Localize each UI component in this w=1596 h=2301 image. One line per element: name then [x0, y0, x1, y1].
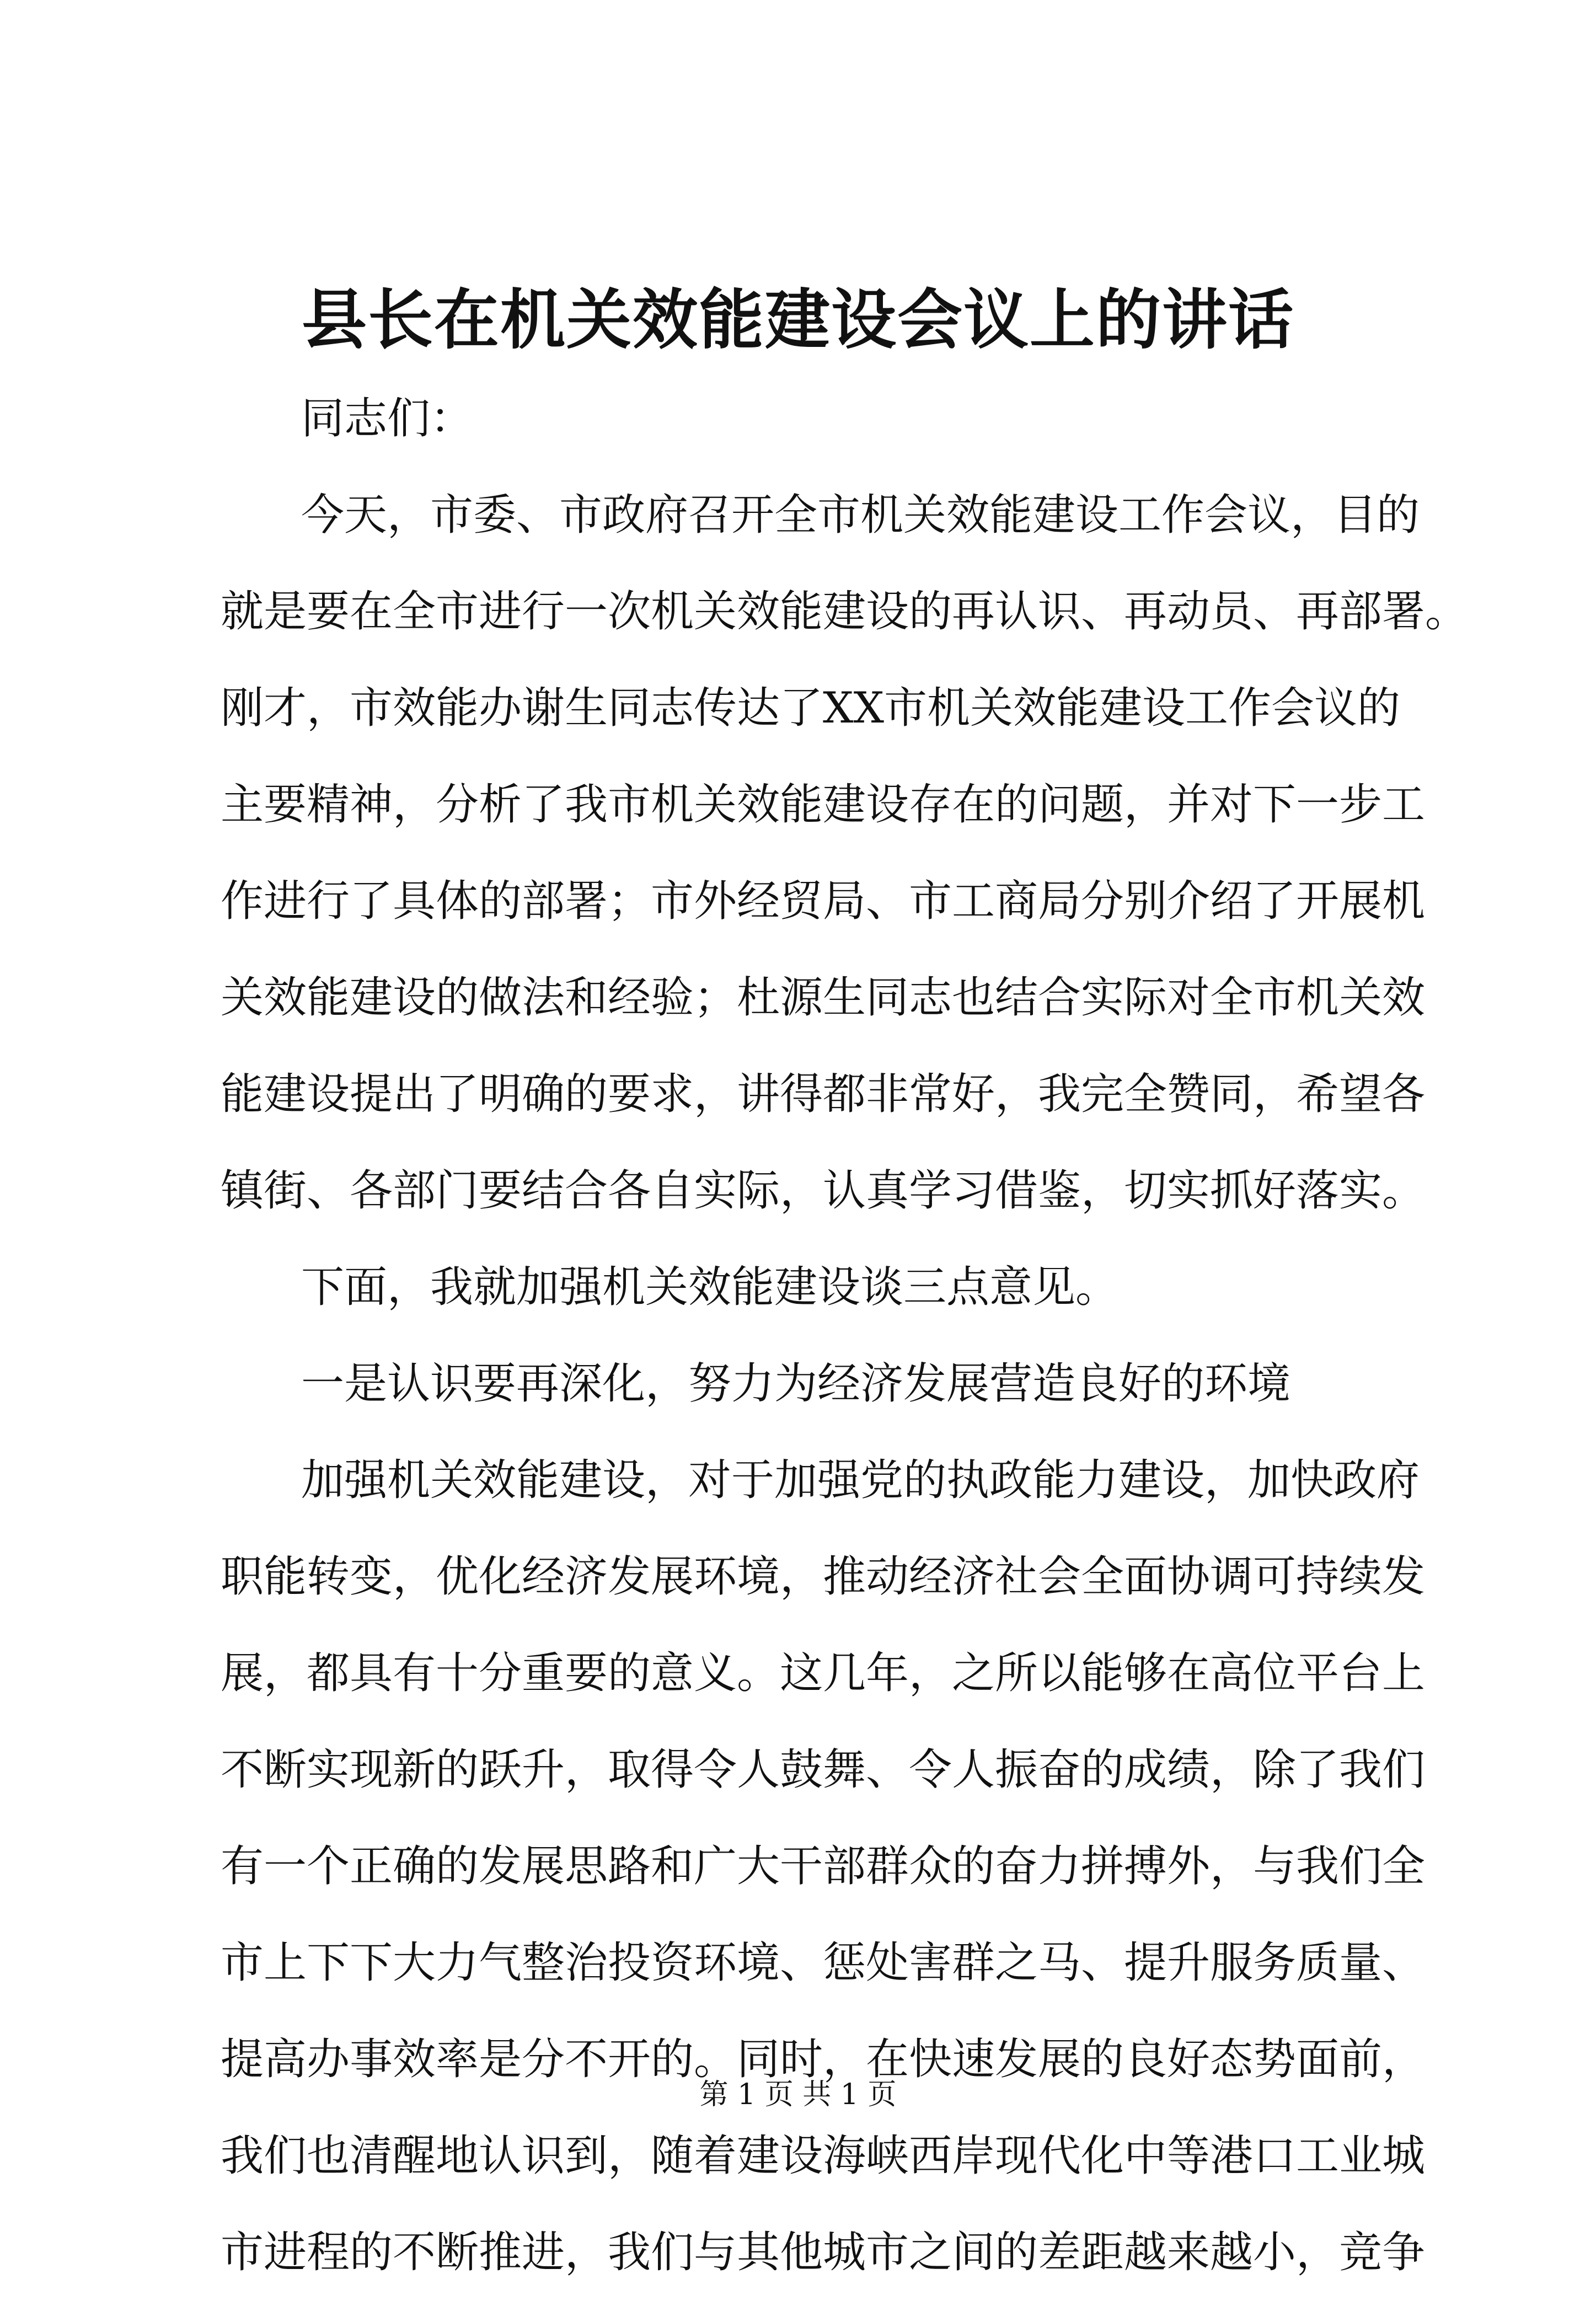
- paragraph-line: 作进行了具体的部署；市外经贸局、市工商局分别介绍了开展机: [221, 876, 1426, 926]
- paragraph-line: 加强机关效能建设，对于加强党的执政能力建设，加快政府: [301, 1455, 1420, 1505]
- document-title: 县长在机关效能建设会议上的讲话: [301, 281, 1294, 358]
- section-heading: 一是认识要再深化，努力为经济发展营造良好的环境: [301, 1359, 1291, 1409]
- document-body: [221, 371, 1469, 2301]
- paragraph-line: 下面，我就加强机关效能建设谈三点意见。: [301, 1262, 1119, 1312]
- salutation-line: 同志们：: [301, 394, 474, 443]
- paragraph-line: 就是要在全市进行一次机关效能建设的再认识、再动员、再部署。: [221, 587, 1469, 636]
- paragraph-line: 展，都具有十分重要的意义。这几年，之所以能够在高位平台上: [221, 1649, 1426, 1698]
- paragraph-line: 我们也清醒地认识到，随着建设海峡西岸现代化中等港口工业城: [221, 2131, 1426, 2181]
- paragraph-line: 主要精神，分析了我市机关效能建设存在的问题，并对下一步工: [221, 780, 1426, 830]
- paragraph-line: 刚才，市效能办谢生同志传达了XX市机关效能建设工作会议的: [221, 683, 1401, 733]
- paragraph-line: 关效能建设的做法和经验；杜源生同志也结合实际对全市机关效: [221, 973, 1426, 1023]
- page-footer: 第 1 页 共 1 页: [699, 2078, 897, 2111]
- paragraph-line: 有一个正确的发展思路和广大干部群众的奋力拼搏外，与我们全: [221, 1842, 1426, 1891]
- paragraph-line: 不断实现新的跃升，取得令人鼓舞、令人振奋的成绩，除了我们: [221, 1745, 1426, 1795]
- paragraph-line: 提高办事效率是分不开的。同时，在快速发展的良好态势面前，: [221, 2035, 1426, 2084]
- paragraph-line: 市进程的不断推进，我们与其他城市之间的差距越来越小，竞争: [221, 2228, 1426, 2277]
- paragraph-line: 市上下下大力气整治投资环境、惩处害群之马、提升服务质量、: [221, 1938, 1426, 1988]
- paragraph-line: 职能转变，优化经济发展环境，推动经济社会全面协调可持续发: [221, 1552, 1426, 1602]
- paragraph-line: 今天，市委、市政府召开全市机关效能建设工作会议，目的: [301, 490, 1420, 540]
- paragraph-line: 能建设提出了明确的要求，讲得都非常好，我完全赞同，希望各: [221, 1069, 1426, 1119]
- paragraph-line: 镇街、各部门要结合各自实际，认真学习借鉴，切实抓好落实。: [221, 1166, 1426, 1216]
